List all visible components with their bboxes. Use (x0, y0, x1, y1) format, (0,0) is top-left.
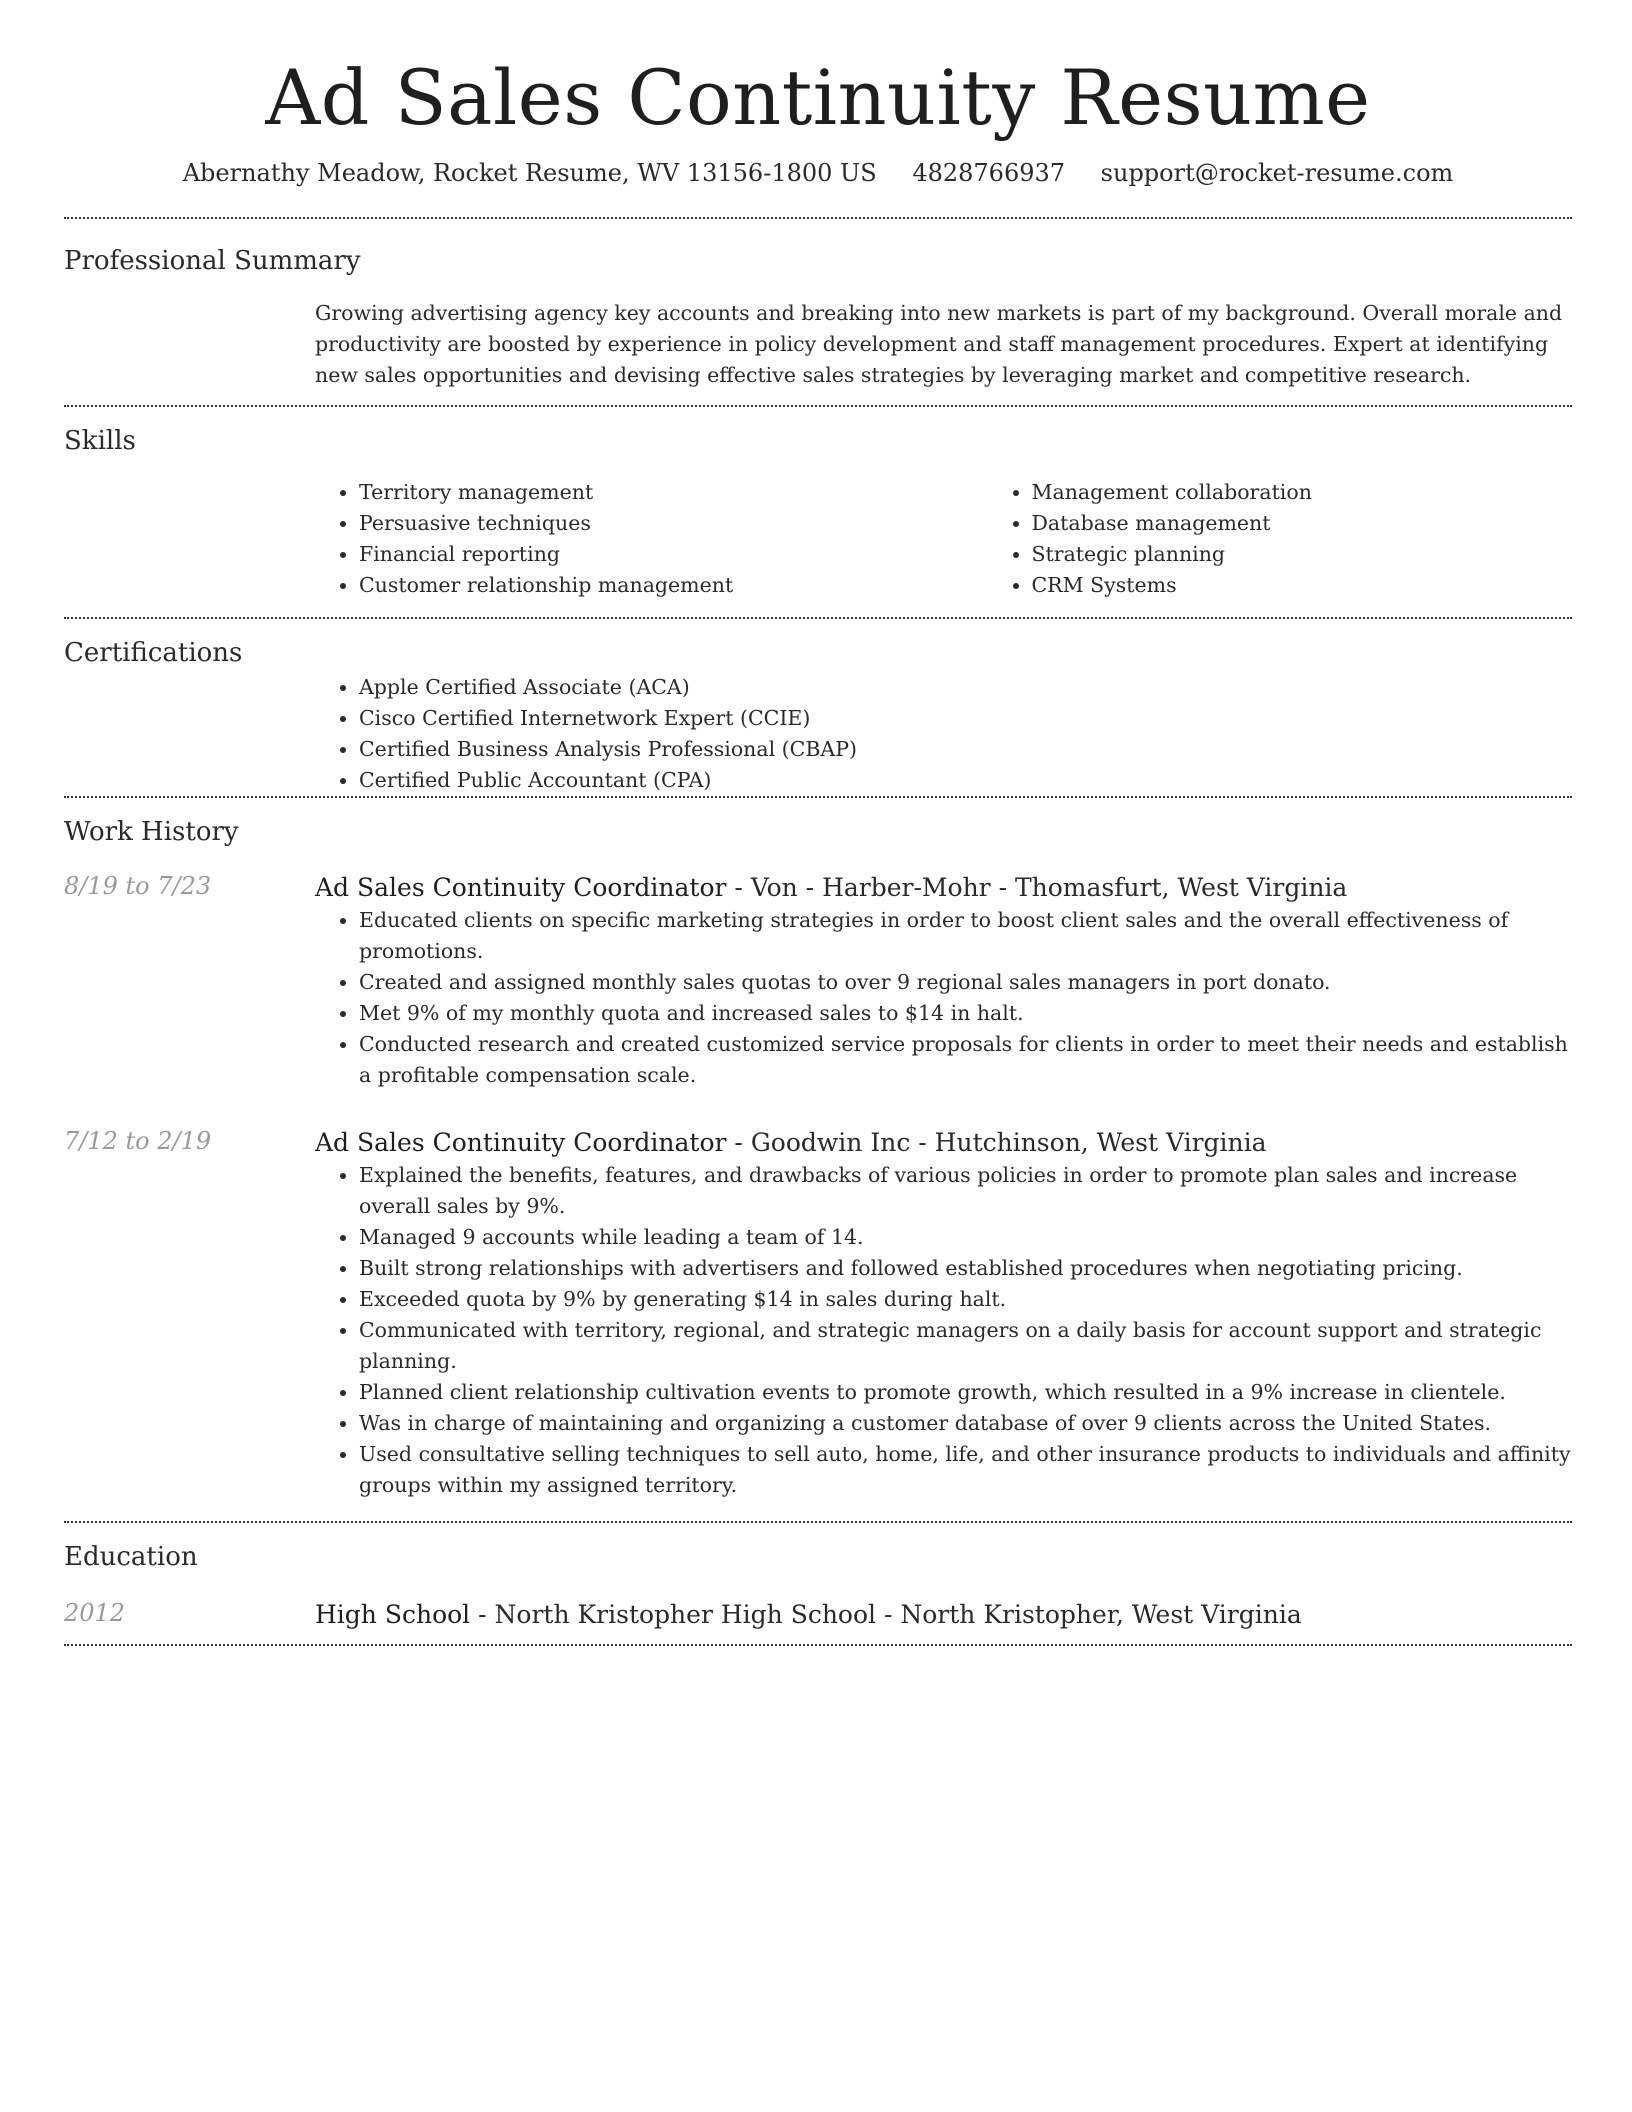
skills-list-left (315, 477, 988, 601)
job-bullet: • Met 9% of my monthly quota and increased sales to $14 in halt. (359, 998, 1572, 1029)
job-dates: 7/12 to 2/19 (64, 1126, 212, 1155)
summary-text: Growing advertising agency key accounts and breaking into new markets is part of my background. Overall morale and productivity are boosted by experience in policy development and staff management procedures. Expert at identifying new sales opportunities and devising effective sales strategies by leveraging market and competitive research. (315, 300, 1563, 387)
job-bullet: • Used consultative selling techniques to sell auto, home, life, and other insurance products to individuals and affinity groups within my assigned territory. (359, 1439, 1572, 1501)
job-bullet: • Communicated with territory, regional, and strategic managers on a daily basis for account support and strategic planning. (359, 1315, 1572, 1377)
section-heading-education: Education (64, 1541, 198, 1572)
skill-item: • Territory management (359, 477, 988, 508)
section-heading-summary: Professional Summary (64, 246, 361, 277)
education-entry (64, 1597, 1572, 1632)
skill-item: • Strategic planning (1032, 539, 1632, 570)
job-bullet: • Exceeded quota by 9% by generating $14 in sales during halt. (359, 1284, 1572, 1315)
section-heading-work: Work History (64, 816, 239, 847)
summary-section (64, 219, 1572, 404)
certifications-section (64, 619, 1572, 795)
job-entry (64, 1125, 1572, 1501)
skill-item: • Database management (1032, 508, 1632, 539)
divider (64, 1644, 1572, 1646)
summary-right (315, 280, 1572, 405)
job-details: - Goodwin Inc - Hutchinson, West Virginia (726, 1127, 1267, 1157)
resume-title: Ad Sales Continuity Resume (265, 53, 1371, 142)
certification-item: • Cisco Certified Internetwork Expert (CCIE) (359, 703, 1572, 734)
certification-item: • Certified Business Analysis Professional (CBAP) (359, 734, 1572, 765)
job-heading (315, 870, 1572, 905)
job-bullet: • Was in charge of maintaining and organizing a customer database of over 9 clients across the United States. (359, 1408, 1572, 1439)
job-entry (64, 870, 1572, 1091)
education-left (64, 1597, 315, 1632)
skill-item: • Persuasive techniques (359, 508, 988, 539)
skills-section (64, 407, 1572, 617)
education-degree: High School (315, 1600, 471, 1630)
job-bullet: • Built strong relationships with advertisers and followed established procedures when negotiating pricing. (359, 1253, 1572, 1284)
education-right (315, 1597, 1572, 1632)
section-heading-skills: Skills (64, 425, 136, 456)
job-bullet: • Planned client relationship cultivation events to promote growth, which resulted in a 9% increase in clientele. (359, 1377, 1572, 1408)
job-left (64, 870, 315, 1091)
skills-columns (315, 477, 1572, 601)
education-section (64, 1523, 1572, 1632)
job-title: Ad Sales Continuity Coordinator (315, 1127, 727, 1157)
education-heading (315, 1597, 1572, 1632)
contact-line (64, 159, 1572, 187)
certifications-row (64, 672, 1572, 796)
certifications-right (315, 672, 1572, 796)
education-details: - North Kristopher High School - North Kristopher, West Virginia (470, 1600, 1302, 1630)
job-heading (315, 1125, 1572, 1160)
spacer (64, 1501, 1572, 1521)
certifications-list (315, 672, 1572, 796)
job-title: Ad Sales Continuity Coordinator (315, 872, 727, 902)
summary-row (64, 280, 1572, 405)
job-bullet: • Explained the benefits, features, and drawbacks of various policies in order to promote plan sales and increase overall sales by 9%. (359, 1160, 1572, 1222)
job-bullet: • Created and assigned monthly sales quotas to over 9 regional sales managers in port donato. (359, 967, 1572, 998)
certification-item: • Apple Certified Associate (ACA) (359, 672, 1572, 703)
job-details: - Von - Harber-Mohr - Thomasfurt, West Virginia (726, 872, 1348, 902)
contact-phone: 4828766937 (912, 159, 1066, 188)
job-left (64, 1125, 315, 1501)
skill-item: • Management collaboration (1032, 477, 1632, 508)
skills-right (315, 459, 1572, 617)
work-history-section (64, 798, 1572, 1521)
job-right (315, 870, 1572, 1091)
skill-item: • Customer relationship management (359, 570, 988, 601)
job-bullet: • Conducted research and created customized service proposals for clients in order to meet their needs and establish a profitable compensation scale. (359, 1029, 1572, 1091)
section-heading-certifications: Certifications (64, 638, 243, 669)
contact-email: support@rocket-resume.com (1100, 159, 1454, 188)
contact-address: Abernathy Meadow, Rocket Resume, WV 13156-1800 US (182, 159, 877, 188)
job-bullets (315, 905, 1572, 1091)
skills-left (64, 459, 315, 617)
certification-item: • Certified Public Accountant (CPA) (359, 765, 1572, 796)
skills-list-right (988, 477, 1632, 601)
job-bullet: • Educated clients on specific marketing strategies in order to boost client sales and the overall effectiveness of promotions. (359, 905, 1572, 967)
skill-item: • Financial reporting (359, 539, 988, 570)
certifications-left (64, 672, 315, 796)
resume-page (64, 0, 1572, 1646)
job-bullets (315, 1160, 1572, 1501)
skill-item: • CRM Systems (1032, 570, 1632, 601)
job-right (315, 1125, 1572, 1501)
skills-row (64, 459, 1572, 617)
job-bullet: • Managed 9 accounts while leading a team of 14. (359, 1222, 1572, 1253)
job-dates: 8/19 to 7/23 (64, 871, 212, 900)
education-year: 2012 (64, 1599, 126, 1628)
summary-left (64, 280, 315, 405)
